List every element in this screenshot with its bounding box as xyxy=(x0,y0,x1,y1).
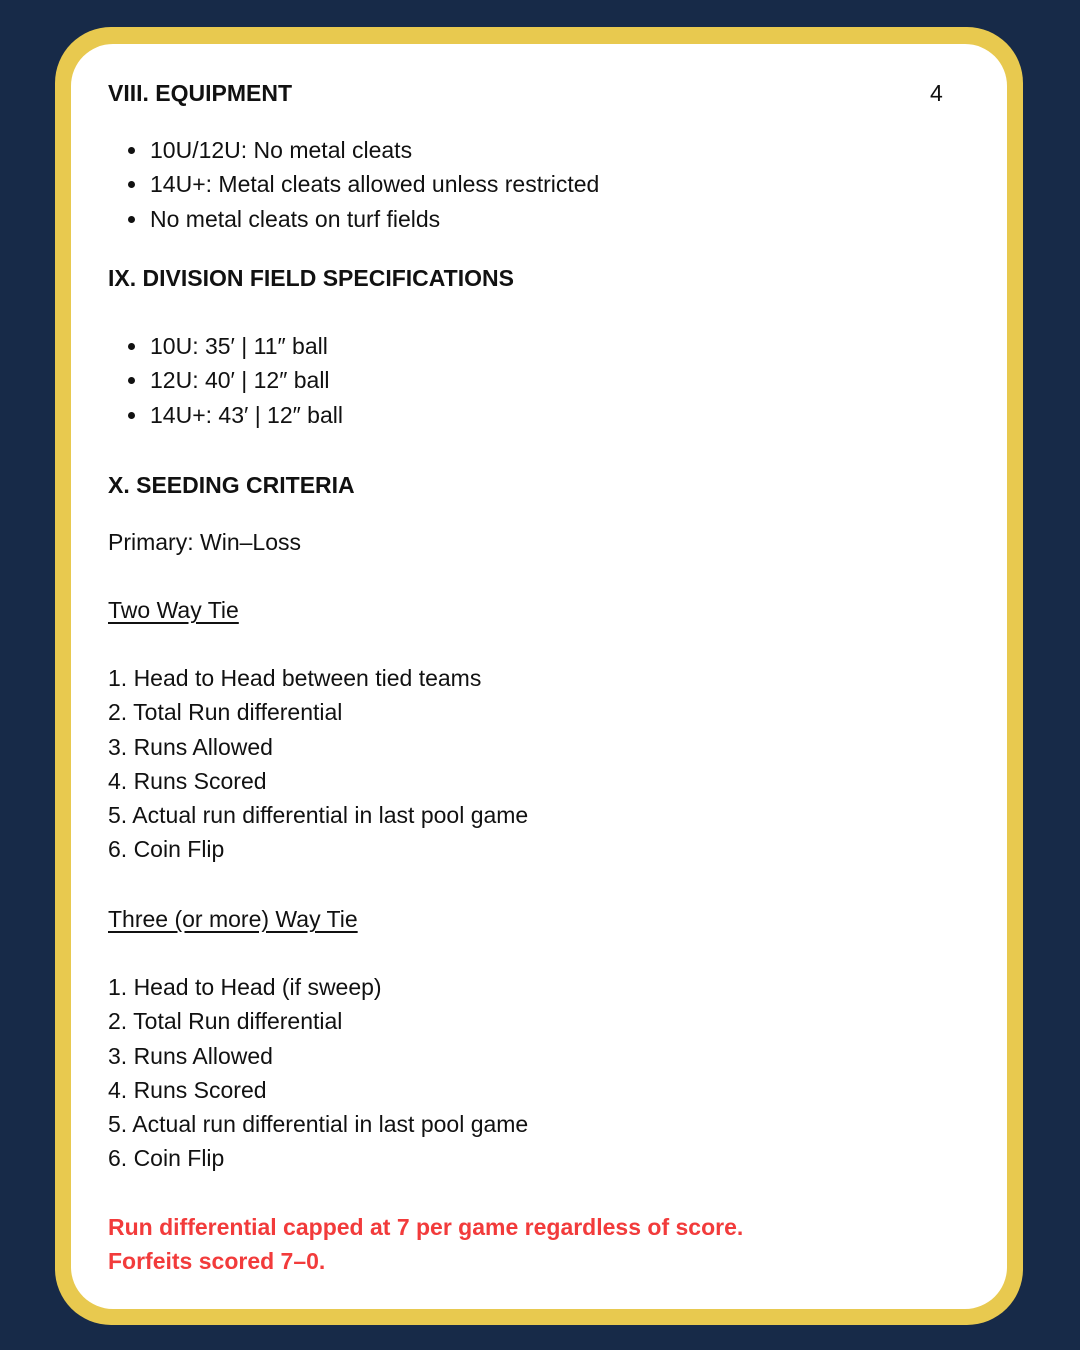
list-item: • 12U: 40′ | 12″ ball xyxy=(149,363,343,397)
list-item: • 14U+: Metal cleats allowed unless restricted xyxy=(149,167,599,201)
list-item: 3. Runs Allowed xyxy=(108,1042,273,1069)
three-way-tie-subheading: Three (or more) Way Tie xyxy=(108,906,358,932)
three-way-tie-steps xyxy=(108,970,528,1176)
list-item: 6. Coin Flip xyxy=(108,1145,225,1172)
two-way-tie-steps xyxy=(108,661,528,867)
field-specs-heading: IX. DIVISION FIELD SPECIFICATIONS xyxy=(108,265,514,291)
list-item: 1. Head to Head between tied teams xyxy=(108,665,482,691)
list-item: 2. Total Run differential xyxy=(108,699,343,726)
two-way-tie-subheading: Two Way Tie xyxy=(108,597,239,623)
list-item: 6. Coin Flip xyxy=(108,836,225,863)
list-item: • 10U: 35′ | 11″ ball xyxy=(149,329,343,363)
list-item: 3. Runs Allowed xyxy=(108,733,273,760)
list-item: 2. Total Run differential xyxy=(108,1008,343,1035)
equipment-list xyxy=(108,133,599,236)
seeding-heading: X. SEEDING CRITERIA xyxy=(108,472,355,498)
primary-criterion: Primary: Win–Loss xyxy=(108,529,301,555)
run-differential-note xyxy=(108,1210,743,1278)
note-line: Forfeits scored 7–0. xyxy=(108,1248,326,1274)
equipment-heading: VIII. EQUIPMENT xyxy=(108,80,293,106)
list-item: 1. Head to Head (if sweep) xyxy=(108,974,382,1000)
list-item: 5. Actual run differential in last pool game xyxy=(108,802,529,829)
list-item: 4. Runs Scored xyxy=(108,767,267,794)
list-item: 4. Runs Scored xyxy=(108,1076,267,1103)
list-item: 5. Actual run differential in last pool game xyxy=(108,1111,529,1138)
note-line: Run differential capped at 7 per game regardless of score. xyxy=(108,1214,744,1240)
list-item: • No metal cleats on turf fields xyxy=(149,202,599,236)
list-item: • 14U+: 43′ | 12″ ball xyxy=(149,398,343,432)
page-number: 4 xyxy=(930,80,943,106)
field-specs-list xyxy=(108,329,343,432)
list-item: • 10U/12U: No metal cleats xyxy=(149,133,599,167)
